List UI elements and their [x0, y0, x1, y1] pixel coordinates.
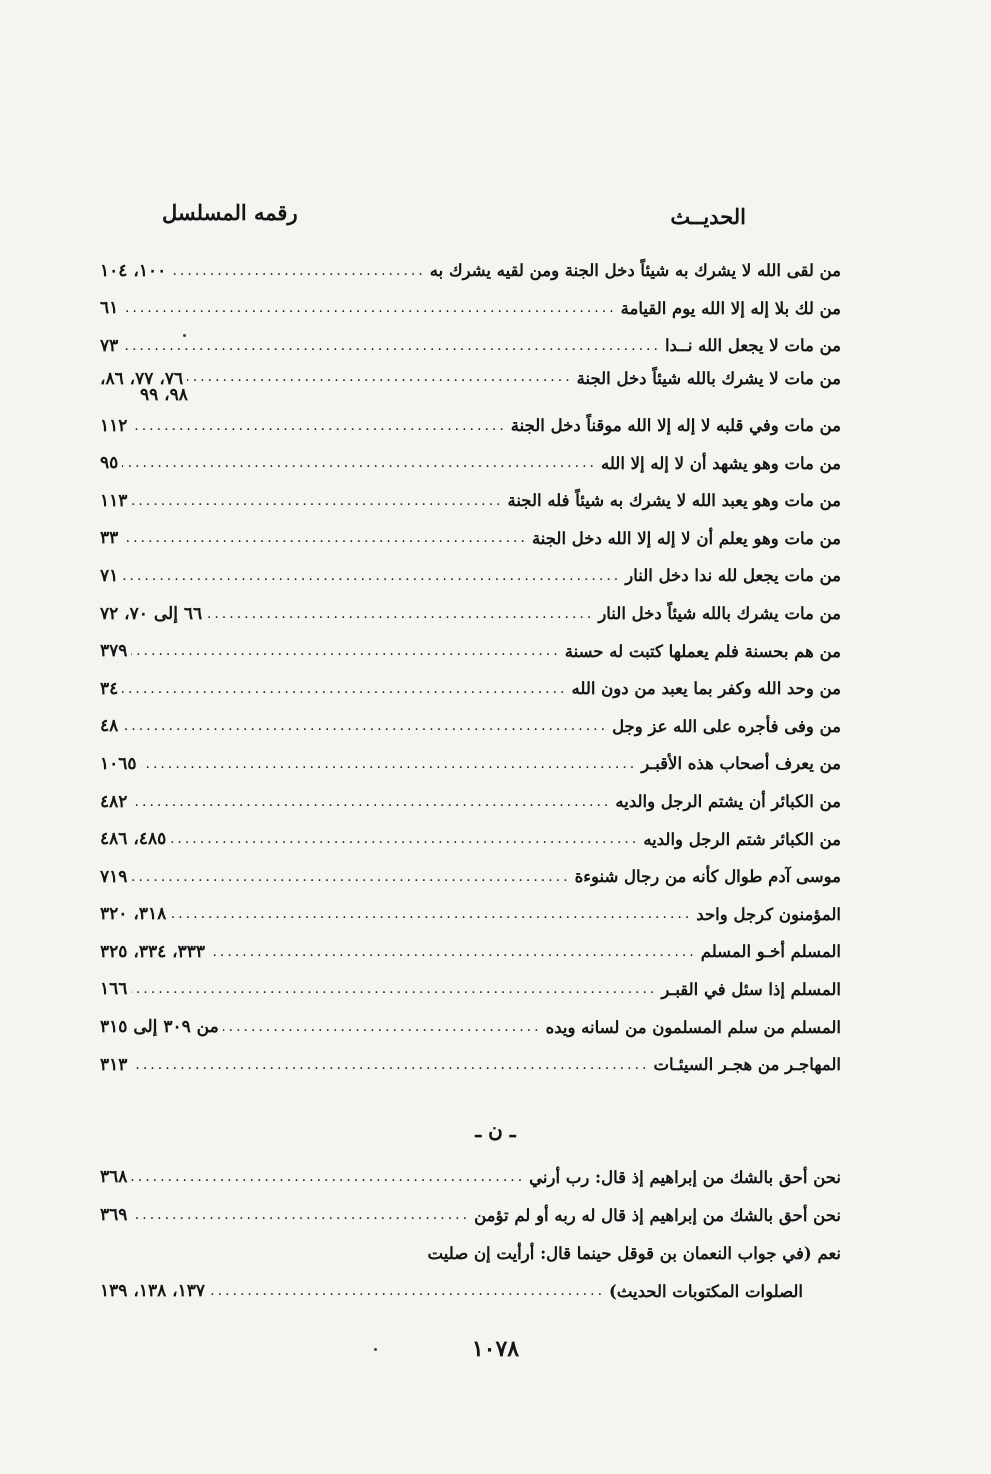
index-entry: من مات وهو يعلم أن لا إله إلا الله دخل الجنة ..... ٣٣ [100, 520, 841, 558]
index-entry: المسلم من سلم المسلمون من لسانه ويده ..... من ٣٠٩ إلى ٣١٥ [100, 1008, 841, 1046]
index-entry: من وحد الله وكفر بما يعبد من دون الله ..... ٣٤ [100, 670, 841, 708]
index-entry: من وفى فأجره على الله عز وجل ..... ٤٨ [100, 708, 841, 746]
index-list-nun [100, 1158, 841, 1310]
index-entry-multiline-second: الصلوات المكتوبات الحديث) ..... ١٣٧، ١٣٨، ١٣٩ [100, 1272, 841, 1310]
index-entry: من مات وفي قلبه لا إله إلا الله موقناً دخل الجنة ..... ١١٢ [100, 407, 841, 445]
hadith-column-title: الحديــث [670, 204, 746, 229]
index-entry: المسلم أخـو المسلم ..... ٣٣٣، ٣٣٤، ٣٢٥ [100, 933, 841, 971]
print-speck [183, 334, 186, 337]
section-letter-divider: ـ ن ـ [475, 1118, 516, 1142]
serial-column-title: رقمه المسلسل [162, 200, 298, 225]
index-entry: من مات وهو يشهد أن لا إله إلا الله ..... ٩٥ [100, 444, 841, 482]
index-entry: من لك بلا إله إلا الله يوم القيامة ..... ٦١ [100, 290, 841, 328]
index-entry: من الكبائر شتم الرجل والديه ..... ٤٨٥، ٤٨٦ [100, 820, 841, 858]
index-entry: من مات لا يشرك بالله شيئاً دخل الجنة ..... ٧٦، ٧٧، ٨٦، ٩٨، ٩٩ [100, 365, 841, 407]
index-entry: المؤمنون كرجل واحد ..... ٣١٨، ٣٢٠ [100, 896, 841, 934]
index-entry: نحن أحق بالشك من إبراهيم إذ قال: رب أرني ..... ٣٦٨ [100, 1158, 841, 1196]
index-entry: من يعرف أصحاب هذه الأقبـر ..... ١٠٦٥ [100, 745, 841, 783]
index-entry: من مات لا يجعل الله نــدا ..... ٧٣ [100, 327, 841, 365]
index-entry: المهاجـر من هجـر السيئـات ..... ٣١٣ [100, 1046, 841, 1084]
index-entry-multiline-first: نعم (في جواب النعمان بن قوقل حينما قال: أرأيت إن صليت [427, 1243, 841, 1263]
index-list [100, 252, 841, 1083]
index-entry: نحن أحق بالشك من إبراهيم إذ قال له ربه أو لم تؤمن ..... ٣٦٩ [100, 1196, 841, 1234]
index-entry: موسى آدم طوال كأنه من رجال شنوءة ..... ٧١٩ [100, 858, 841, 896]
index-entry: من هم بحسنة فلم يعملها كتبت له حسنة ..... ٣٧٩ [100, 632, 841, 670]
index-entry: من مات وهو يعبد الله لا يشرك به شيئاً فله الجنة ..... ١١٣ [100, 482, 841, 520]
index-entry: المسلم إذا سئل في القبـر ..... ١٦٦ [100, 971, 841, 1009]
column-header [150, 200, 746, 240]
index-entry: من مات يشرك بالله شيئاً دخل النار ..... ٦٦ إلى ٧٠، ٧٢ [100, 595, 841, 633]
index-entry: من لقى الله لا يشرك به شيئاً دخل الجنة ومن لقيه يشرك به ..... ١٠٠، ١٠٤ [100, 252, 841, 290]
page-number: ١٠٧٨ [471, 1336, 520, 1362]
index-entry: من مات يجعل لله ندا دخل النار ..... ٧١ [100, 557, 841, 595]
index-entry: من الكبائر أن يشتم الرجل والديه ..... ٤٨٢ [100, 783, 841, 821]
print-speck [374, 1348, 377, 1351]
